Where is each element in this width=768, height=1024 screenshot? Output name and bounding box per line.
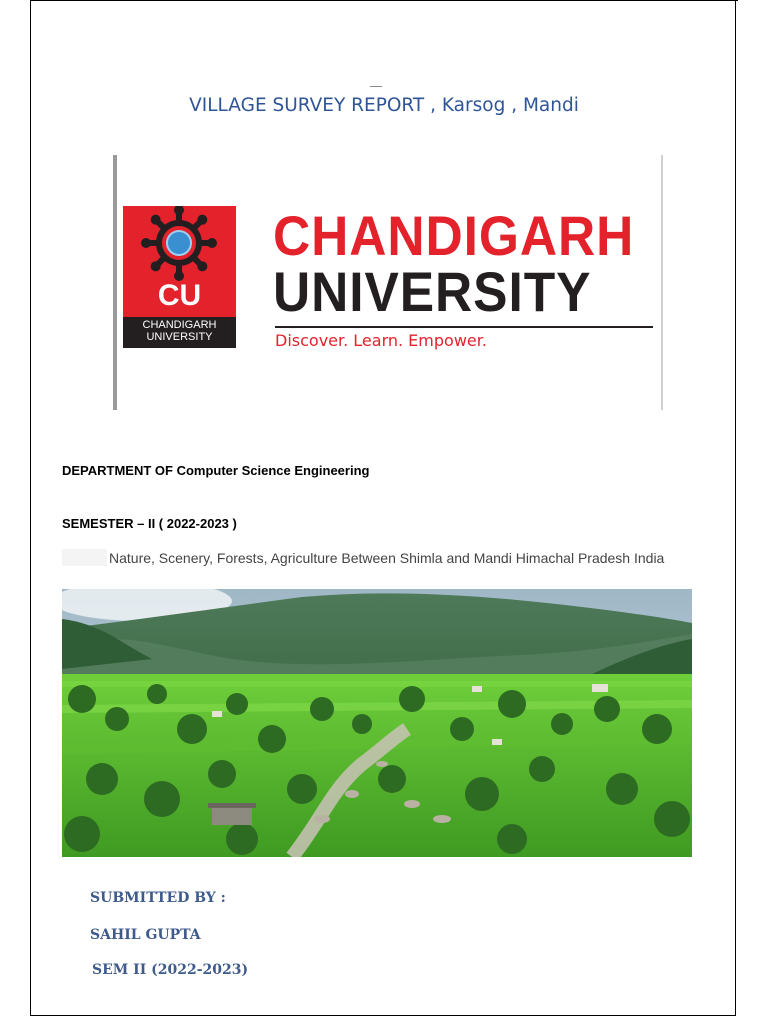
landscape-photo <box>62 589 692 857</box>
logo-frame-left-bar <box>113 155 117 410</box>
university-logo <box>113 155 663 410</box>
logo-tagline: Discover. Learn. Empower. <box>275 331 487 350</box>
logo-wordmark-university: UNIVERSITY <box>273 260 592 323</box>
submitted-by-heading: SUBMITTED BY : <box>90 890 226 906</box>
emblem-name-text: CHANDIGARH UNIVERSITY <box>142 319 217 343</box>
logo-divider <box>275 326 653 328</box>
header-dash <box>370 86 382 87</box>
image-caption: Nature, Scenery, Forests, Agriculture Between Shimla and Mandi Himachal Pradesh India <box>109 550 665 566</box>
gear-wheel-icon <box>123 206 236 281</box>
cu-emblem <box>123 206 236 348</box>
semester-line: SEMESTER – II ( 2022-2023 ) <box>62 516 237 531</box>
page-border <box>30 0 736 1016</box>
emblem-name-band <box>123 317 236 348</box>
emblem-cu-text: CU <box>157 279 202 312</box>
student-name: SAHIL GUPTA <box>90 927 201 943</box>
department-line: DEPARTMENT OF Computer Science Engineering <box>62 463 370 478</box>
logo-wordmark-chandigarh: CHANDIGARH <box>273 204 635 267</box>
landscape-illustration <box>62 589 692 857</box>
student-semester: SEM II (2022-2023) <box>92 962 249 978</box>
logo-frame-right-bar <box>661 155 663 410</box>
report-title: VILLAGE SURVEY REPORT , Karsog , Mandi <box>189 95 579 116</box>
caption-highlight <box>62 549 107 566</box>
